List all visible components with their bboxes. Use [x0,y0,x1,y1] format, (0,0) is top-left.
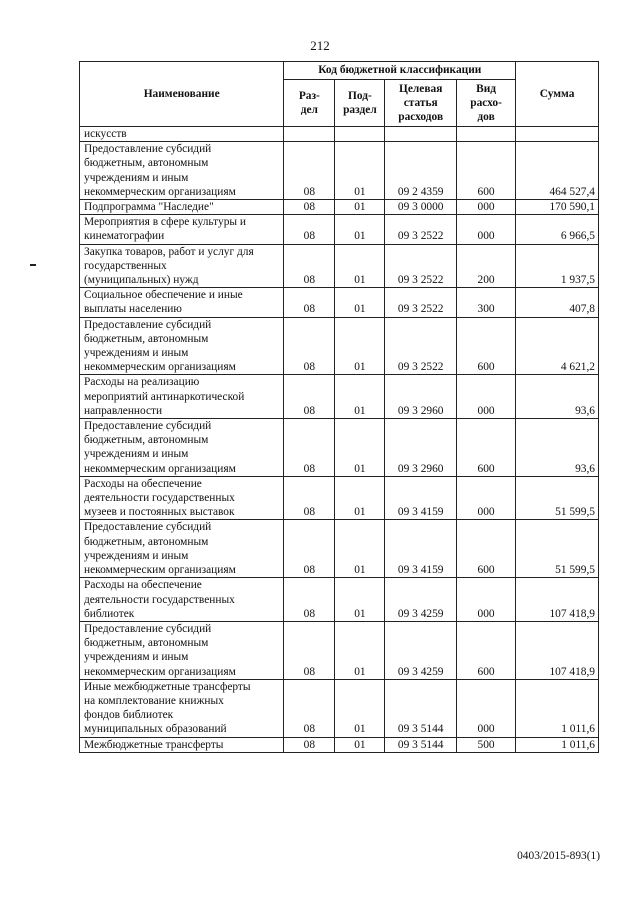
cell-name: Расходы на обеспечение деятельности государственных музеев и постоянных выставок [80,476,284,520]
cell-expense-type: 000 [456,215,515,244]
cell-name: Предоставление субсидий бюджетным, автономным учреждениям и иным некоммерческим организациям [80,142,284,200]
header-classification-group: Код бюджетной классификации [284,62,516,80]
cell-podrazdel: 01 [335,375,385,419]
cell-sum: 170 590,1 [516,200,599,215]
cell-expense-type: 000 [456,476,515,520]
cell-podrazdel: 01 [335,476,385,520]
cell-podrazdel: 01 [335,215,385,244]
cell-target-article: 09 3 2522 [385,215,457,244]
cell-name: Межбюджетные трансферты [80,737,284,752]
budget-table [79,61,599,753]
table-row [80,127,599,142]
cell-expense-type: 000 [456,200,515,215]
cell-target-article: 09 3 2522 [385,317,457,375]
table-row [80,375,599,419]
cell-target-article: 09 2 4359 [385,142,457,200]
cell-sum: 1 937,5 [516,244,599,288]
cell-target-article: 09 3 2522 [385,288,457,317]
cell-target-article: 09 3 4259 [385,621,457,679]
cell-name: Подпрограмма "Наследие" [80,200,284,215]
cell-podrazdel [335,127,385,142]
cell-expense-type: 500 [456,737,515,752]
table-row [80,621,599,679]
cell-razdel: 08 [284,578,335,622]
cell-razdel: 08 [284,244,335,288]
cell-sum: 464 527,4 [516,142,599,200]
cell-target-article: 09 3 0000 [385,200,457,215]
cell-podrazdel: 01 [335,317,385,375]
header-podrazdel: Под- раздел [335,80,385,127]
table-body [80,127,599,753]
cell-target-article: 09 3 2522 [385,244,457,288]
cell-name: Предоставление субсидий бюджетным, автономным учреждениям и иным некоммерческим организациям [80,419,284,477]
cell-expense-type: 600 [456,419,515,477]
table-row [80,737,599,752]
table-row [80,142,599,200]
cell-sum: 51 599,5 [516,520,599,578]
cell-name: Расходы на обеспечение деятельности государственных библиотек [80,578,284,622]
cell-expense-type: 000 [456,679,515,737]
cell-sum: 407,8 [516,288,599,317]
cell-name: Социальное обеспечение и иные выплаты населению [80,288,284,317]
cell-name: Иные межбюджетные трансферты на комплектование книжных фондов библиотек муниципальных образований [80,679,284,737]
cell-razdel: 08 [284,288,335,317]
cell-podrazdel: 01 [335,419,385,477]
cell-sum: 6 966,5 [516,215,599,244]
table-row [80,419,599,477]
cell-podrazdel: 01 [335,621,385,679]
table-row [80,215,599,244]
table-row [80,476,599,520]
cell-expense-type: 600 [456,142,515,200]
table-row [80,288,599,317]
margin-mark [30,264,36,266]
cell-target-article: 09 3 4159 [385,476,457,520]
table-header [80,62,599,127]
cell-target-article: 09 3 4159 [385,520,457,578]
cell-razdel: 08 [284,142,335,200]
cell-name: Закупка товаров, работ и услуг для государственных (муниципальных) нужд [80,244,284,288]
cell-razdel: 08 [284,419,335,477]
cell-expense-type [456,127,515,142]
cell-razdel: 08 [284,621,335,679]
header-razdel: Раз- дел [284,80,335,127]
cell-target-article: 09 3 2960 [385,375,457,419]
header-target-article: Целевая статья расходов [385,80,457,127]
cell-expense-type: 600 [456,317,515,375]
cell-razdel: 08 [284,520,335,578]
cell-podrazdel: 01 [335,520,385,578]
cell-sum: 107 418,9 [516,578,599,622]
cell-podrazdel: 01 [335,679,385,737]
document-code: 0403/2015-893(1) [517,850,600,862]
cell-target-article: 09 3 5144 [385,679,457,737]
cell-target-article [385,127,457,142]
cell-sum: 4 621,2 [516,317,599,375]
cell-expense-type: 000 [456,578,515,622]
table-row [80,317,599,375]
cell-target-article: 09 3 4259 [385,578,457,622]
cell-expense-type: 200 [456,244,515,288]
cell-podrazdel: 01 [335,288,385,317]
cell-sum: 1 011,6 [516,737,599,752]
cell-name: Предоставление субсидий бюджетным, автономным учреждениям и иным некоммерческим организациям [80,621,284,679]
table-row [80,578,599,622]
cell-razdel: 08 [284,476,335,520]
cell-name: Предоставление субсидий бюджетным, автономным учреждениям и иным некоммерческим организациям [80,520,284,578]
cell-razdel: 08 [284,215,335,244]
cell-podrazdel: 01 [335,244,385,288]
cell-name: Расходы на реализацию мероприятий антинаркотической направленности [80,375,284,419]
cell-name: Мероприятия в сфере культуры и кинематографии [80,215,284,244]
table-row [80,520,599,578]
cell-podrazdel: 01 [335,737,385,752]
table-row [80,679,599,737]
cell-sum: 107 418,9 [516,621,599,679]
header-expense-type: Вид расхо- дов [456,80,515,127]
cell-sum: 93,6 [516,375,599,419]
cell-podrazdel: 01 [335,200,385,215]
cell-sum [516,127,599,142]
cell-target-article: 09 3 5144 [385,737,457,752]
cell-expense-type: 600 [456,621,515,679]
cell-expense-type: 000 [456,375,515,419]
cell-sum: 1 011,6 [516,679,599,737]
cell-razdel: 08 [284,679,335,737]
cell-razdel: 08 [284,375,335,419]
cell-razdel: 08 [284,200,335,215]
page-number: 212 [310,38,330,53]
table-row [80,244,599,288]
header-name: Наименование [80,62,284,127]
cell-razdel [284,127,335,142]
cell-expense-type: 300 [456,288,515,317]
cell-name: Предоставление субсидий бюджетным, автономным учреждениям и иным некоммерческим организациям [80,317,284,375]
cell-target-article: 09 3 2960 [385,419,457,477]
cell-razdel: 08 [284,737,335,752]
cell-podrazdel: 01 [335,578,385,622]
cell-sum: 51 599,5 [516,476,599,520]
cell-name: искусств [80,127,284,142]
cell-razdel: 08 [284,317,335,375]
cell-expense-type: 600 [456,520,515,578]
header-sum: Сумма [516,62,599,127]
table-row [80,200,599,215]
cell-sum: 93,6 [516,419,599,477]
cell-podrazdel: 01 [335,142,385,200]
